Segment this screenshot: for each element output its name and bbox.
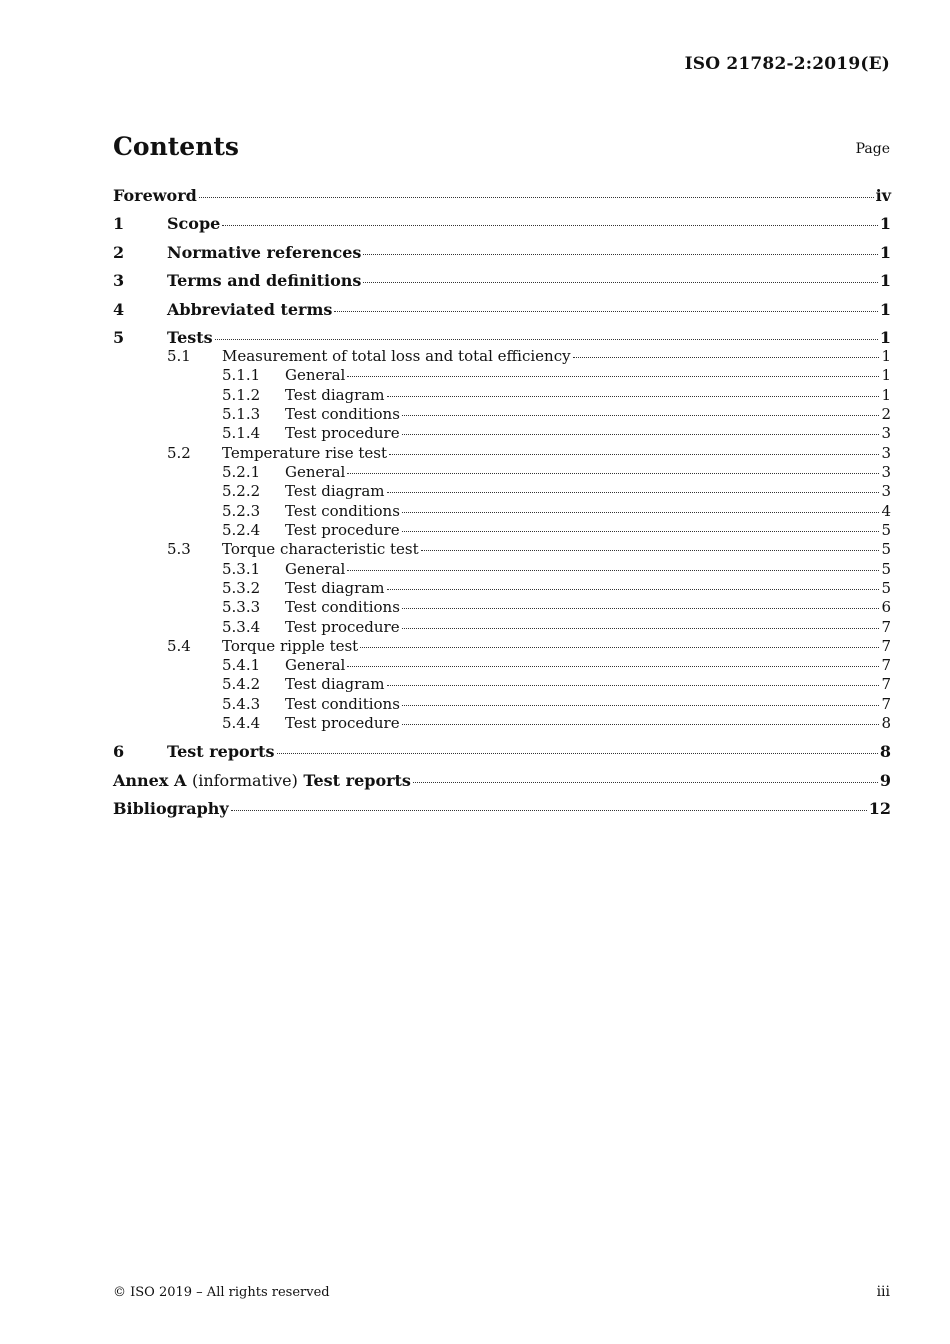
toc-entry-foreword[interactable] <box>113 186 891 206</box>
dot-leader <box>402 415 880 416</box>
toc-entry-number: 5.2.3 <box>222 502 261 520</box>
toc-entry-title: Test conditions <box>285 695 400 713</box>
toc-entry-number: 5 <box>113 328 125 347</box>
toc-entry-page: 1 <box>879 271 891 290</box>
toc-entry-page: 3 <box>881 463 891 481</box>
toc-entry-page: 1 <box>881 347 891 365</box>
dot-leader <box>387 589 880 590</box>
dot-leader <box>231 810 867 811</box>
toc-entry-5-4-1[interactable] <box>113 656 891 676</box>
dot-leader <box>387 492 880 493</box>
toc-entry-title: Torque ripple test <box>222 637 359 655</box>
toc-entry-page: 1 <box>881 386 891 404</box>
toc-entry-number: 5.4.3 <box>222 695 261 713</box>
toc-entry-page: 6 <box>881 598 891 616</box>
dot-leader <box>215 339 878 340</box>
toc-entry-title: Foreword <box>113 186 197 205</box>
toc-entry-page: 5 <box>881 521 891 539</box>
dot-leader <box>363 254 877 255</box>
toc-entry-1[interactable] <box>113 214 891 234</box>
toc-entry-6[interactable] <box>113 742 891 762</box>
dot-leader <box>387 685 880 686</box>
dot-leader <box>413 782 878 783</box>
toc-entry-page: 5 <box>881 540 891 558</box>
toc-entry-2[interactable] <box>113 243 891 263</box>
toc-entry-title: General <box>285 656 346 674</box>
toc-entry-title: Terms and definitions <box>167 271 362 290</box>
dot-leader <box>389 454 879 455</box>
toc-entry-title: Test procedure <box>285 521 400 539</box>
toc-entry-page: 2 <box>881 405 891 423</box>
toc-entry-title: Normative references <box>167 243 362 262</box>
toc-entry-number: 5.2.1 <box>222 463 261 481</box>
toc-entry-5-2-2[interactable] <box>113 482 891 502</box>
toc-entry-page: iv <box>875 186 891 205</box>
toc-entry-title: Test conditions <box>285 405 400 423</box>
toc-entry-title: Test diagram <box>285 482 385 500</box>
toc-entry-page: 9 <box>879 771 891 790</box>
dot-leader <box>347 666 879 667</box>
toc-entry-number: 5.4.2 <box>222 675 261 693</box>
toc-entry-page: 8 <box>879 742 891 761</box>
toc-entry-number: 5.4.1 <box>222 656 261 674</box>
toc-entry-number: 5.1.1 <box>222 366 261 384</box>
toc-entry-5-3-4[interactable] <box>113 618 891 638</box>
dot-leader <box>347 570 879 571</box>
toc-entry-4[interactable] <box>113 300 891 320</box>
toc-entry-title: Test diagram <box>285 386 385 404</box>
dot-leader <box>402 724 880 725</box>
toc-entry-title: Test conditions <box>285 502 400 520</box>
toc-entry-5-3-2[interactable] <box>113 579 891 599</box>
toc-entry-number: 5.3.1 <box>222 560 261 578</box>
toc-entry-3[interactable] <box>113 271 891 291</box>
toc-entry-page: 3 <box>881 482 891 500</box>
toc-entry-page: 5 <box>881 560 891 578</box>
annex-label: Annex A <box>113 771 187 790</box>
dot-leader <box>402 608 880 609</box>
toc-entry-title: Torque characteristic test <box>222 540 419 558</box>
toc-entry-title: Measurement of total loss and total efficiency <box>222 347 571 365</box>
toc-entry-number: 5.1.3 <box>222 405 261 423</box>
toc-entry-5-1-2[interactable] <box>113 386 891 406</box>
toc-entry-number: 2 <box>113 243 125 262</box>
annex-title: Test reports <box>303 771 411 790</box>
toc-entry-page: 1 <box>879 300 891 319</box>
toc-entry-page: 7 <box>881 618 891 636</box>
dot-leader <box>421 550 880 551</box>
toc-entry-number: 5.2 <box>167 444 191 462</box>
toc-entry-title: Test procedure <box>285 618 400 636</box>
toc-entry-number: 5.3.2 <box>222 579 261 597</box>
toc-entry-5-3-1[interactable] <box>113 560 891 580</box>
toc-entry-title: Temperature rise test <box>222 444 387 462</box>
dot-leader <box>402 705 880 706</box>
toc-entry-title: General <box>285 463 346 481</box>
toc-entry-page: 4 <box>881 502 891 520</box>
toc-entry-page: 7 <box>881 695 891 713</box>
dot-leader <box>387 396 880 397</box>
toc-entry-5-1[interactable] <box>113 347 891 367</box>
toc-entry-number: 4 <box>113 300 125 319</box>
toc-entry-number: 5.3.4 <box>222 618 261 636</box>
toc-entry-number: 5.2.4 <box>222 521 261 539</box>
toc-entry-number: 5.2.2 <box>222 482 261 500</box>
dot-leader <box>402 512 880 513</box>
toc-entry-number: 5.4 <box>167 637 191 655</box>
dot-leader <box>347 473 879 474</box>
toc-entry-title: Abbreviated terms <box>167 300 333 319</box>
dot-leader <box>347 376 879 377</box>
toc-entry-5-3-3[interactable] <box>113 598 891 618</box>
dot-leader <box>334 311 877 312</box>
dot-leader <box>402 531 880 532</box>
toc-entry-5-1-1[interactable] <box>113 366 891 386</box>
toc-entry-number: 5.3.3 <box>222 598 261 616</box>
toc-entry-title: Test diagram <box>285 579 385 597</box>
toc-entry-page: 7 <box>881 637 891 655</box>
toc-entry-number: 5.1 <box>167 347 191 365</box>
toc-entry-number: 6 <box>113 742 125 761</box>
toc-entry-page: 5 <box>881 579 891 597</box>
dot-leader <box>277 753 878 754</box>
toc-entry-5-4-2[interactable] <box>113 675 891 695</box>
toc-entry-bibliography[interactable] <box>113 799 891 819</box>
toc-entry-page: 3 <box>881 444 891 462</box>
copyright-notice: © ISO 2019 – All rights reserved <box>113 1285 330 1300</box>
toc-entry-number: 3 <box>113 271 125 290</box>
toc-entry-page: 3 <box>881 424 891 442</box>
dot-leader <box>360 647 879 648</box>
dot-leader <box>222 225 878 226</box>
dot-leader <box>402 434 880 435</box>
toc-entry-title: Tests <box>167 328 213 347</box>
toc-entry-5-1-4[interactable] <box>113 424 891 444</box>
toc-entry-title: General <box>285 366 346 384</box>
dot-leader <box>199 197 874 198</box>
toc-entry-title: Test procedure <box>285 714 400 732</box>
document-id: ISO 21782-2:2019(E) <box>684 54 890 74</box>
toc-entry-5-2[interactable] <box>113 444 891 464</box>
toc-entry-5-2-3[interactable] <box>113 502 891 522</box>
toc-entry-title: Bibliography <box>113 799 229 818</box>
toc-entry-page: 12 <box>868 799 891 818</box>
toc-entry-number: 5.1.2 <box>222 386 261 404</box>
toc-entry-number: 5.1.4 <box>222 424 261 442</box>
annex-qualifier: (informative) <box>191 771 298 790</box>
toc-entry-5-4-4[interactable] <box>113 714 891 734</box>
toc-entry-title: General <box>285 560 346 578</box>
toc-entry-page: 7 <box>881 656 891 674</box>
toc-entry-5[interactable] <box>113 328 891 348</box>
toc-entry-5-3[interactable] <box>113 540 891 560</box>
toc-entry-title <box>113 771 411 790</box>
dot-leader <box>573 357 880 358</box>
toc-entry-5-4[interactable] <box>113 637 891 657</box>
toc-entry-title: Test procedure <box>285 424 400 442</box>
toc-entry-title: Scope <box>167 214 221 233</box>
toc-entry-number: 5.3 <box>167 540 191 558</box>
toc-entry-page: 1 <box>879 328 891 347</box>
page-column-label: Page <box>855 141 890 157</box>
toc-entry-page: 1 <box>881 366 891 384</box>
toc-entry-annex-a[interactable] <box>113 771 891 791</box>
toc-entry-title: Test reports <box>167 742 275 761</box>
toc-entry-title: Test diagram <box>285 675 385 693</box>
page-number: iii <box>876 1284 890 1300</box>
toc-entry-number: 5.4.4 <box>222 714 261 732</box>
toc-entry-5-1-3[interactable] <box>113 405 891 425</box>
dot-leader <box>363 282 877 283</box>
toc-entry-page: 7 <box>881 675 891 693</box>
toc-entry-page: 1 <box>879 214 891 233</box>
dot-leader <box>402 628 880 629</box>
toc-entry-5-2-1[interactable] <box>113 463 891 483</box>
toc-entry-5-4-3[interactable] <box>113 695 891 715</box>
toc-entry-5-2-4[interactable] <box>113 521 891 541</box>
toc-entry-page: 1 <box>879 243 891 262</box>
toc-entry-number: 1 <box>113 214 125 233</box>
toc-entry-page: 8 <box>881 714 891 732</box>
toc-entry-title: Test conditions <box>285 598 400 616</box>
page-title: Contents <box>113 132 240 161</box>
